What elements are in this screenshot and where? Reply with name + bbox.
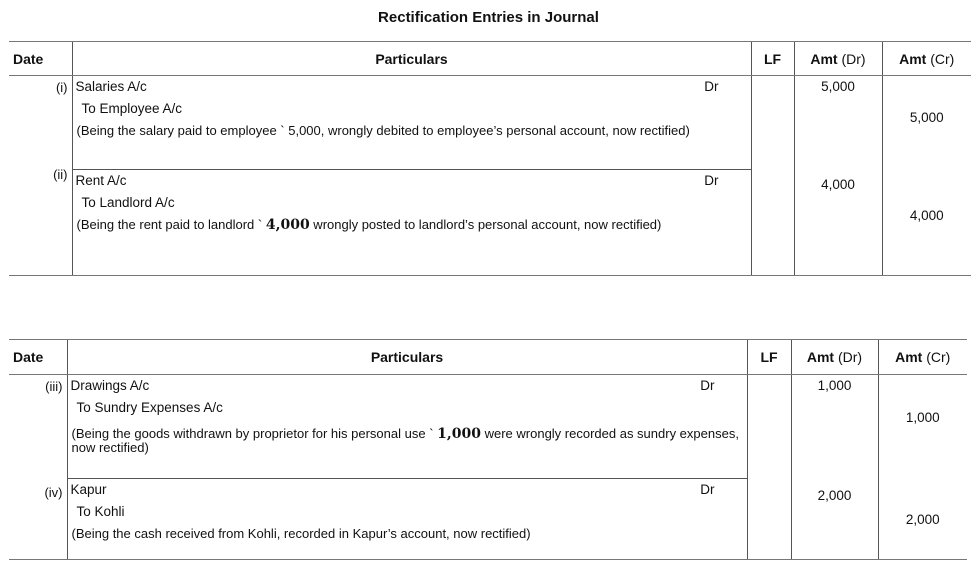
dr-label: Dr (704, 173, 719, 188)
debit-line (73, 170, 751, 192)
debit-line (68, 375, 747, 397)
debit-account: Rent A/c (75, 173, 127, 188)
amount-dr: 4,000 (821, 177, 855, 192)
narration: (Being the cash received from Kohli, recorded in Kapur’s account, now rectified) (71, 526, 531, 541)
debit-account: Salaries A/c (75, 79, 147, 94)
header-particulars: Particulars (67, 340, 747, 375)
header-lf: LF (751, 42, 794, 76)
entry-numbers (9, 375, 67, 560)
journal-entry (73, 170, 751, 275)
header-amt-cr: Amt (Cr) (882, 42, 971, 76)
amt-cr-cell (878, 375, 967, 560)
table-header-row (9, 340, 967, 375)
particulars-cell (67, 375, 747, 560)
amount-cr: 1,000 (905, 410, 940, 425)
table-body-row (9, 76, 971, 276)
page-title: Rectification Entries in Journal (378, 9, 599, 26)
amount-dr: 2,000 (817, 488, 852, 503)
credit-account: To Sundry Expenses A/c (76, 400, 223, 415)
narration: (Being the rent paid to landlord ` 4,000 wrongly posted to landlord’s personal account, now rectified) (76, 217, 662, 233)
dr-label: Dr (700, 482, 715, 497)
lf-cell (747, 375, 791, 560)
entry-number: (iii) (45, 379, 63, 394)
journal-entry (73, 76, 751, 170)
dr-label: Dr (700, 378, 715, 393)
journal-table-1 (9, 41, 971, 276)
entry-number: (i) (55, 80, 68, 95)
narration: (Being the goods withdrawn by proprietor for his personal use ` 1,000 were wrongly recorded as sundry expenses, now rectified) (71, 426, 739, 455)
debit-line (68, 479, 747, 501)
amount-cr: 2,000 (905, 512, 940, 527)
journal-entry (68, 479, 747, 559)
entry-numbers (9, 76, 72, 276)
table-header-row (9, 42, 971, 76)
credit-account: To Employee A/c (81, 101, 183, 116)
header-amt-dr: Amt (Dr) (791, 340, 878, 375)
amt-dr-cell (791, 375, 878, 560)
lf-cell (751, 76, 794, 276)
debit-account: Kapur (70, 482, 107, 497)
header-lf: LF (747, 340, 791, 375)
credit-account: To Kohli (76, 504, 125, 519)
journal-table-2 (9, 339, 967, 560)
dr-label: Dr (704, 79, 719, 94)
narration: (Being the salary paid to employee ` 5,000, wrongly debited to employee’s personal account, now rectified) (76, 123, 690, 138)
journal-entry (68, 375, 747, 479)
header-particulars: Particulars (72, 42, 751, 76)
header-amt-cr: Amt (Cr) (878, 340, 967, 375)
table-body-row (9, 375, 967, 560)
amt-dr-cell (794, 76, 882, 276)
amount-cr: 5,000 (909, 110, 944, 125)
amt-cr-cell (882, 76, 971, 276)
entry-number: (ii) (53, 167, 68, 182)
credit-account: To Landlord A/c (81, 195, 175, 210)
header-date: Date (9, 340, 67, 375)
particulars-cell (72, 76, 751, 276)
amount-dr: 5,000 (821, 79, 855, 94)
header-amt-dr: Amt (Dr) (794, 42, 882, 76)
header-date: Date (9, 42, 72, 76)
entry-number: (iv) (44, 485, 63, 500)
debit-account: Drawings A/c (70, 378, 150, 393)
amount-dr: 1,000 (817, 378, 852, 393)
amount-cr: 4,000 (909, 208, 944, 223)
debit-line (73, 76, 751, 98)
